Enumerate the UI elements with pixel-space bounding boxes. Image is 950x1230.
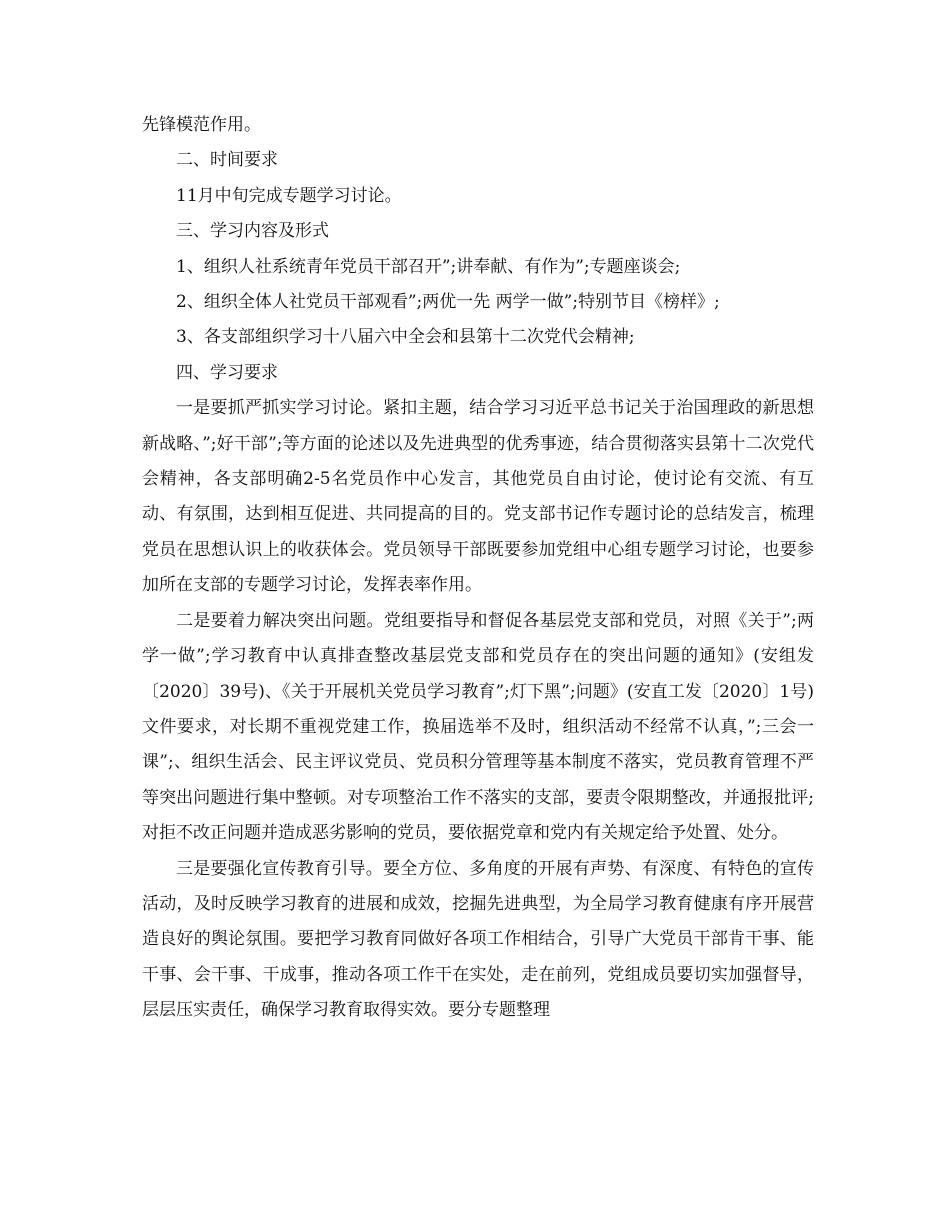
- section-heading-requirements: 四、学习要求: [176, 362, 278, 383]
- list-item: 1、组织人社系统青年党员干部召开”;讲奉献、有作为”;专题座谈会;: [176, 256, 681, 277]
- list-item: 2、组织全体人社党员干部观看”;两优一先 两学一做”;特别节目《榜样》;: [176, 292, 720, 313]
- paragraph: 二是要着力解决突出问题。党组要指导和督促各基层党支部和党员，对照《关于”;两学一做”;学习教育中认真排查整改基层党支部和党员存在的突出问题的通知》(安组发〔2020〕39号)、《关于开展机关党员学习教育”;灯下黑”;问题》(安直工发〔2020〕1号)文件要求，对长期不重视党建工作，换届选举不及时，组织活动不经常不认真，”;三会一课”;、组织生活会、民主评议党员、党员积分管理等基本制度不落实，党员教育管理不严等突出问题进行集中整顿。对专项整治工作不落实的支部，要责令限期整改，并通报批评;对拒不改正问题并造成恶劣影响的党员，要依据党章和党内有关规定给予处置、处分。: [142, 610, 814, 844]
- paragraph: 一是要抓严抓实学习讨论。紧扣主题，结合学习习近平总书记关于治国理政的新思想新战略、”;好干部”;等方面的论述以及先进典型的优秀事迹，结合贯彻落实县第十二次党代会精神，各支部明确2-5名党员作中心发言，其他党员自由讨论，使讨论有交流、有互动、有氛围，达到相互促进、共同提高的目的。党支部书记作专题讨论的总结发言，梳理党员在思想认识上的收获体会。党员领导干部既要参加党组中心组专题学习讨论，也要参加所在支部的专题学习讨论，发挥表率作用。: [142, 398, 814, 596]
- section-heading-time: 二、时间要求: [176, 150, 278, 171]
- text-line: 先锋模范作用。: [142, 115, 261, 135]
- section-heading-content: 三、学习内容及形式: [176, 221, 329, 242]
- list-item: 3、各支部组织学习十八届六中全会和县第十二次党代会精神;: [176, 327, 635, 348]
- text-line: 11月中旬完成专题学习讨论。: [176, 185, 402, 206]
- paragraph: 三是要强化宣传教育引导。要全方位、多角度的开展有声势、有深度、有特色的宣传活动，及时反映学习教育的进展和成效，挖掘先进典型，为全局学习教育健康有序开展营造良好的舆论氛围。要把学习教育同做好各项工作相结合，引导广大党员干部肯干事、能干事、会干事、干成事，推动各项工作干在实处，走在前列，党组成员要切实加强督导，层层压实责任，确保学习教育取得实效。要分专题整理: [142, 858, 814, 1021]
- document-page: [142, 108, 814, 1029]
